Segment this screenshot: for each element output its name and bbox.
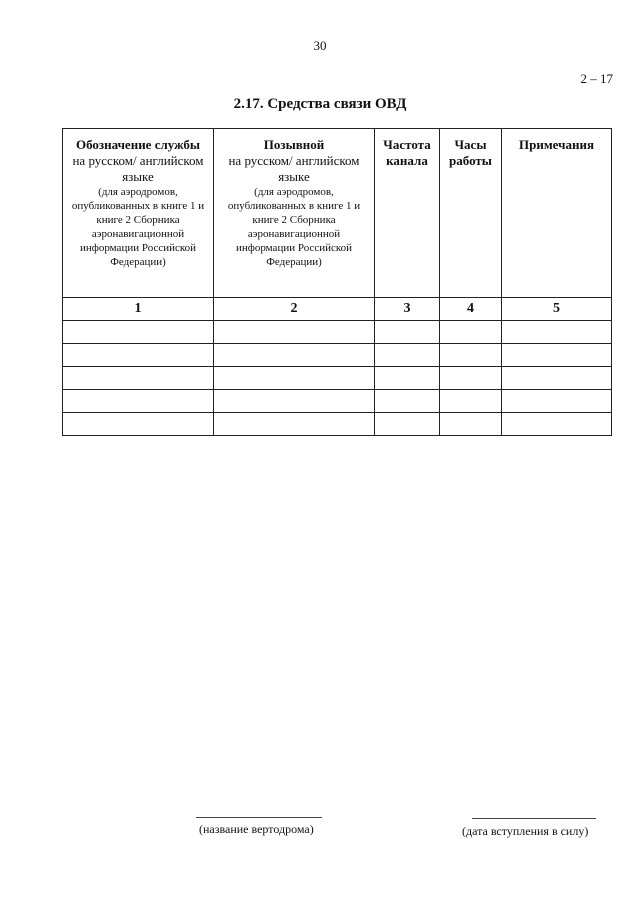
table-cell: [375, 413, 440, 436]
table-row: [63, 344, 612, 367]
table-cell: [440, 367, 502, 390]
header-language: на русском/ английском языке: [72, 153, 204, 184]
column-number-row: [63, 298, 612, 321]
table-cell: [440, 321, 502, 344]
header-row: [63, 129, 612, 298]
table-cell: [502, 390, 612, 413]
heliport-name-line: [196, 817, 322, 818]
table-cell: [440, 390, 502, 413]
page-number: 30: [313, 38, 327, 53]
header-working-hours: [440, 129, 502, 298]
section-title: 2.17. Средства связи ОВД: [233, 96, 407, 112]
header-call-sign: [214, 129, 375, 298]
table-cell: [63, 367, 214, 390]
table-cell: [214, 367, 375, 390]
effective-date-caption: (дата вступления в силу): [462, 824, 589, 838]
header-remarks: [502, 129, 612, 298]
table-cell: [214, 413, 375, 436]
table-cell: [375, 321, 440, 344]
table-row: [63, 321, 612, 344]
table-cell: [63, 321, 214, 344]
table-cell: [502, 367, 612, 390]
atc-communications-table: [62, 128, 612, 436]
effective-date-line: [472, 818, 596, 819]
form-code: 2 – 17: [580, 71, 613, 86]
table-row: [63, 390, 612, 413]
table-cell: [375, 367, 440, 390]
heliport-name-caption: (название вертодрома): [199, 822, 314, 836]
table-cell: [63, 390, 214, 413]
table-cell: [214, 321, 375, 344]
header-title: Примечания: [519, 137, 594, 152]
column-number: 4: [440, 298, 502, 321]
header-title: Обозначение службы: [75, 137, 201, 152]
table-cell: [440, 413, 502, 436]
column-number: 1: [63, 298, 214, 321]
table-cell: [502, 344, 612, 367]
table-row: [63, 367, 612, 390]
header-title: Позывной: [263, 137, 325, 152]
table-cell: [440, 344, 502, 367]
header-title: Часы работы: [449, 137, 492, 168]
column-number: 2: [214, 298, 375, 321]
table-cell: [375, 344, 440, 367]
table-cell: [63, 413, 214, 436]
table-cell: [502, 321, 612, 344]
table-cell: [502, 413, 612, 436]
table-row: [63, 413, 612, 436]
table-cell: [214, 344, 375, 367]
column-number: 5: [502, 298, 612, 321]
header-note: (для аэродромов, опубликованных в книге 1 и книге 2 Сборника аэронавигационной информации Российской Федерации): [71, 186, 205, 268]
header-title: Частота канала: [383, 137, 431, 168]
header-service-designation: [63, 129, 214, 298]
header-note: (для аэродромов, опубликованных в книге 1 и книге 2 Сборника аэронавигационной информации Российской Федерации): [227, 186, 361, 268]
header-channel-frequency: [375, 129, 440, 298]
table-cell: [63, 344, 214, 367]
table-cell: [375, 390, 440, 413]
column-number: 3: [375, 298, 440, 321]
table-cell: [214, 390, 375, 413]
header-language: на русском/ английском языке: [228, 153, 360, 184]
